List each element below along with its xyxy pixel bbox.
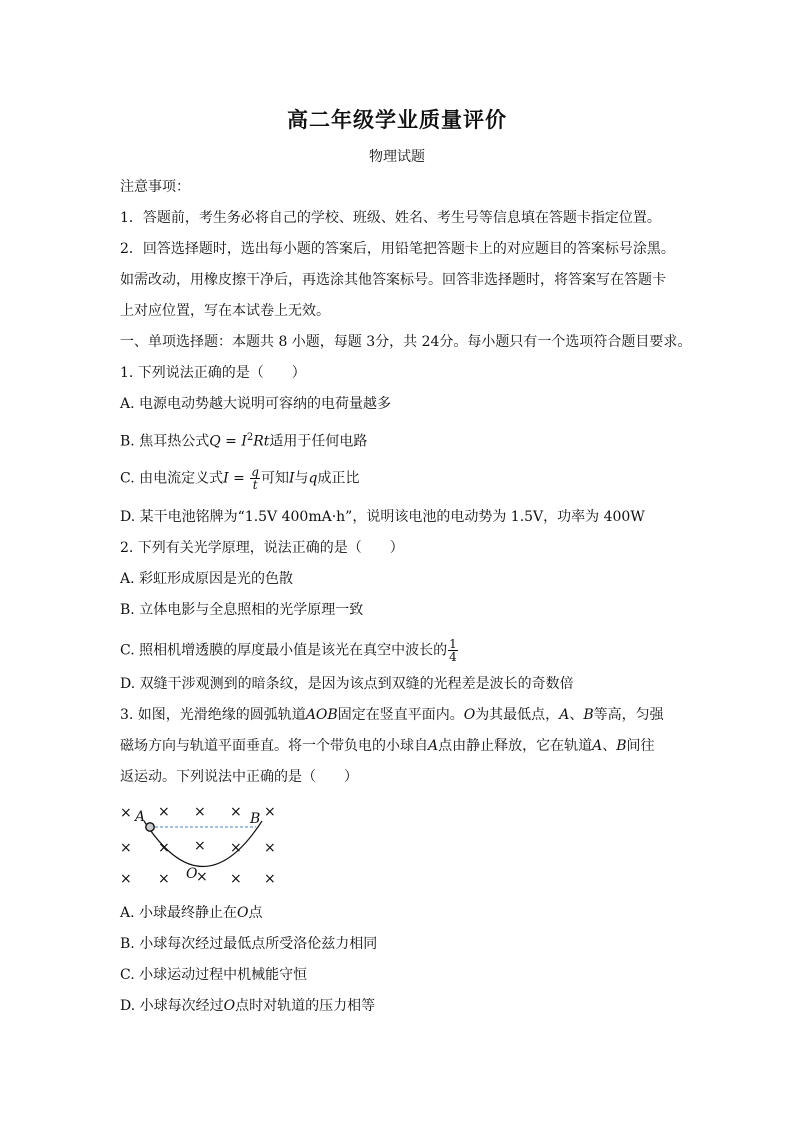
formula-var: A [428, 738, 439, 754]
q1-b-text: B. 焦耳热公式 [120, 433, 210, 450]
fraction [250, 466, 260, 491]
q3-text: 点由静止释放，它在轨道 [438, 738, 593, 754]
formula-var: AOB [305, 707, 338, 723]
q3-stem-line-1 [120, 705, 664, 725]
formula-var: I [223, 470, 229, 487]
formula-var: B [583, 707, 594, 723]
field-cross: × [158, 840, 170, 856]
label-a: A [135, 809, 146, 825]
q3-option-d [120, 996, 375, 1016]
q1-c-text: 与 [294, 470, 309, 487]
q3-a-text: A. 小球最终静止在 [120, 905, 238, 921]
q2-option-d: D. 双缝干涉观测到的暗条纹，是因为该点到双缝的光程差是波长的奇数倍 [120, 676, 574, 692]
notice-heading: 注意事项： [120, 179, 190, 195]
field-cross: × [230, 804, 242, 820]
q1-c-text: 成正比 [317, 470, 360, 487]
formula-var: A [559, 707, 570, 723]
fraction [448, 638, 458, 663]
field-cross: × [158, 804, 170, 820]
q3-option-b: B. 小球每次经过最低点所受洛伦兹力相同 [120, 936, 378, 952]
page-subtitle: 物理试题 [369, 149, 425, 165]
label-o: O [186, 866, 198, 882]
field-cross: × [194, 838, 206, 854]
section-heading: 一、单项选择题：本题共 8 小题，每题 3分，共 24分。每小题只有一个选项符合题目要求。 [120, 334, 692, 350]
field-cross: × [120, 805, 132, 821]
field-cross: × [120, 871, 132, 887]
q3-text: 为其最低点， [475, 707, 560, 723]
formula-var: O [223, 998, 236, 1014]
formula-var: I [288, 470, 295, 487]
q3-option-a [120, 903, 263, 923]
q3-text: 磁场方向与轨道平面垂直。将一个带负电的小球自 [120, 738, 428, 754]
q3-text: 固定在竖直平面内。 [337, 707, 464, 723]
q3-text: 间往 [626, 738, 655, 754]
ball [146, 823, 154, 831]
formula-var: A [592, 738, 603, 754]
page-title: 高二年级学业质量评价 [287, 107, 507, 132]
q1-c-text: 可知 [260, 470, 289, 487]
fraction-numerator: 1 [449, 637, 457, 651]
q3-stem-line-2 [120, 736, 655, 756]
q3-d-text: 点时对轨道的压力相等 [235, 998, 376, 1014]
q3-stem-line-3: 返运动。下列说法中正确的是（ ） [120, 769, 358, 785]
field-cross: × [264, 871, 276, 887]
q1-c-text: C. 由电流定义式 [120, 470, 224, 487]
field-cross: × [196, 869, 208, 885]
formula-var: Q [209, 433, 221, 450]
q3-option-c: C. 小球运动过程中机械能守恒 [120, 967, 308, 983]
q2-option-b: B. 立体电影与全息照相的光学原理一致 [120, 602, 364, 618]
formula-var: B [616, 738, 627, 754]
q1-option-d: D. 某干电池铭牌为“1.5V 400mA·h”，说明该电池的电动势为 1.5V，功率为 400W [120, 509, 645, 525]
q2-option-a: A. 彩虹形成原因是光的色散 [120, 571, 294, 587]
formula-var: Rt [253, 433, 270, 450]
q1-option-b [120, 428, 367, 452]
field-cross: × [230, 840, 242, 856]
q3-text: 、 [602, 738, 617, 754]
formula-exponent: 2 [246, 432, 254, 443]
q1-option-c [120, 466, 359, 491]
formula-var: q [308, 470, 318, 487]
q2-stem: 2. 下列有关光学原理，说法正确的是（ ） [120, 540, 404, 556]
label-b: B [250, 811, 261, 827]
field-cross: × [264, 804, 276, 820]
q2-option-c [120, 638, 459, 663]
notice-item-2-line-2: 如需改动，用橡皮擦干净后，再选涂其他答案标号。回答非选择题时，将答案写在答题卡 [120, 272, 666, 288]
q2-c-text: C. 照相机增透膜的厚度最小值是该光在真空中波长的 [120, 642, 448, 659]
notice-item-2-line-3: 上对应位置，写在本试卷上无效。 [120, 303, 330, 319]
q3-text: 、 [569, 707, 584, 723]
formula-var: O [237, 905, 249, 921]
field-cross: × [120, 840, 132, 856]
q1-option-a: A. 电源电动势越大说明可容纳的电荷量越多 [120, 396, 392, 412]
arc-track-diagram [116, 800, 286, 892]
formula-var: O [463, 707, 476, 723]
formula-eq: = [228, 470, 250, 487]
field-cross: × [158, 871, 170, 887]
q3-d-text: D. 小球每次经过 [120, 998, 224, 1014]
q1-stem: 1. 下列说法正确的是（ ） [120, 365, 306, 381]
q3-text: 等高，匀强 [593, 707, 664, 723]
notice-item-2-line-1: 2．回答选择题时，选出每小题的答案后，用铅笔把答题卡上的对应题目的答案标号涂黑。 [120, 241, 675, 257]
field-cross: × [230, 871, 242, 887]
field-cross: × [194, 804, 206, 820]
formula-eq: = [220, 433, 242, 450]
q1-b-text: 适用于任何电路 [269, 433, 368, 450]
q3-text: 3. 如图，光滑绝缘的圆弧轨道 [120, 707, 306, 723]
fraction-numerator: q [251, 465, 259, 479]
formula-var: I [241, 433, 247, 450]
notice-item-1: 1．答题前，考生务必将自己的学校、班级、姓名、考生号等信息填在答题卡指定位置。 [120, 210, 661, 226]
fraction-denominator: t [252, 478, 258, 492]
q3-a-text: 点 [248, 905, 263, 921]
field-cross: × [264, 840, 276, 856]
fraction-denominator: 4 [449, 650, 457, 664]
